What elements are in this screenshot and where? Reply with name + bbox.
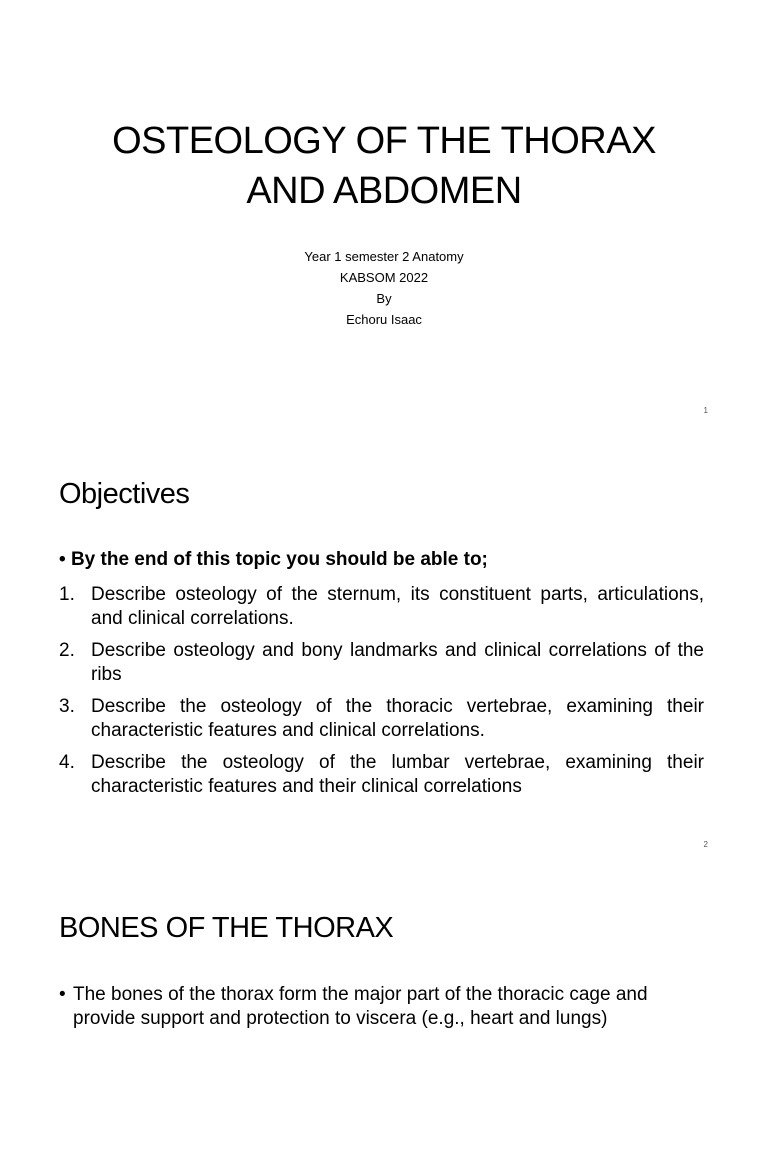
list-item bbox=[59, 639, 704, 687]
bullet-dot: • bbox=[59, 549, 66, 570]
list-item bbox=[59, 751, 704, 799]
item-text: Describe the osteology of the lumbar vertebrae, examining their characteristic features and their clinical correlations bbox=[91, 752, 704, 797]
intro-text: By the end of this topic you should be able to; bbox=[70, 549, 488, 570]
slide-heading: Objectives bbox=[59, 478, 190, 510]
objectives-list bbox=[59, 583, 704, 807]
page-number: 1 bbox=[703, 406, 708, 415]
slide-heading: BONES OF THE THORAX bbox=[59, 912, 394, 944]
item-number: 1. bbox=[59, 584, 75, 605]
item-number: 4. bbox=[59, 752, 75, 773]
item-text: Describe the osteology of the thoracic vertebrae, examining their characteristic features and clinical correlations. bbox=[91, 696, 704, 741]
bullet-dot: • bbox=[59, 984, 66, 1005]
item-text: Describe osteology of the sternum, its constituent parts, articulations, and clinical correlations. bbox=[91, 584, 704, 629]
page-number: 2 bbox=[703, 840, 708, 849]
subtitle-author: Echoru Isaac bbox=[346, 312, 422, 327]
subtitle-course: Year 1 semester 2 Anatomy bbox=[304, 249, 464, 264]
subtitle-block bbox=[0, 246, 768, 330]
presentation-title bbox=[0, 116, 768, 216]
slide-1 bbox=[0, 0, 768, 433]
subtitle-school: KABSOM 2022 bbox=[339, 270, 429, 285]
item-number: 3. bbox=[59, 696, 75, 717]
bullet-text: The bones of the thorax form the major part of the thoracic cage and provide support and protection to viscera (e.g., heart and lungs) bbox=[73, 984, 648, 1029]
intro-bullet bbox=[59, 549, 488, 571]
slide-3 bbox=[0, 868, 768, 1168]
title-line-1: OSTEOLOGY OF THE THORAX bbox=[112, 120, 656, 162]
subtitle-by: By bbox=[376, 291, 392, 306]
item-number: 2. bbox=[59, 640, 75, 661]
list-item bbox=[59, 583, 704, 631]
slide-2 bbox=[0, 434, 768, 867]
list-item bbox=[59, 695, 704, 743]
title-line-2: AND ABDOMEN bbox=[246, 170, 522, 212]
item-text: Describe osteology and bony landmarks and clinical correlations of the ribs bbox=[91, 640, 704, 685]
